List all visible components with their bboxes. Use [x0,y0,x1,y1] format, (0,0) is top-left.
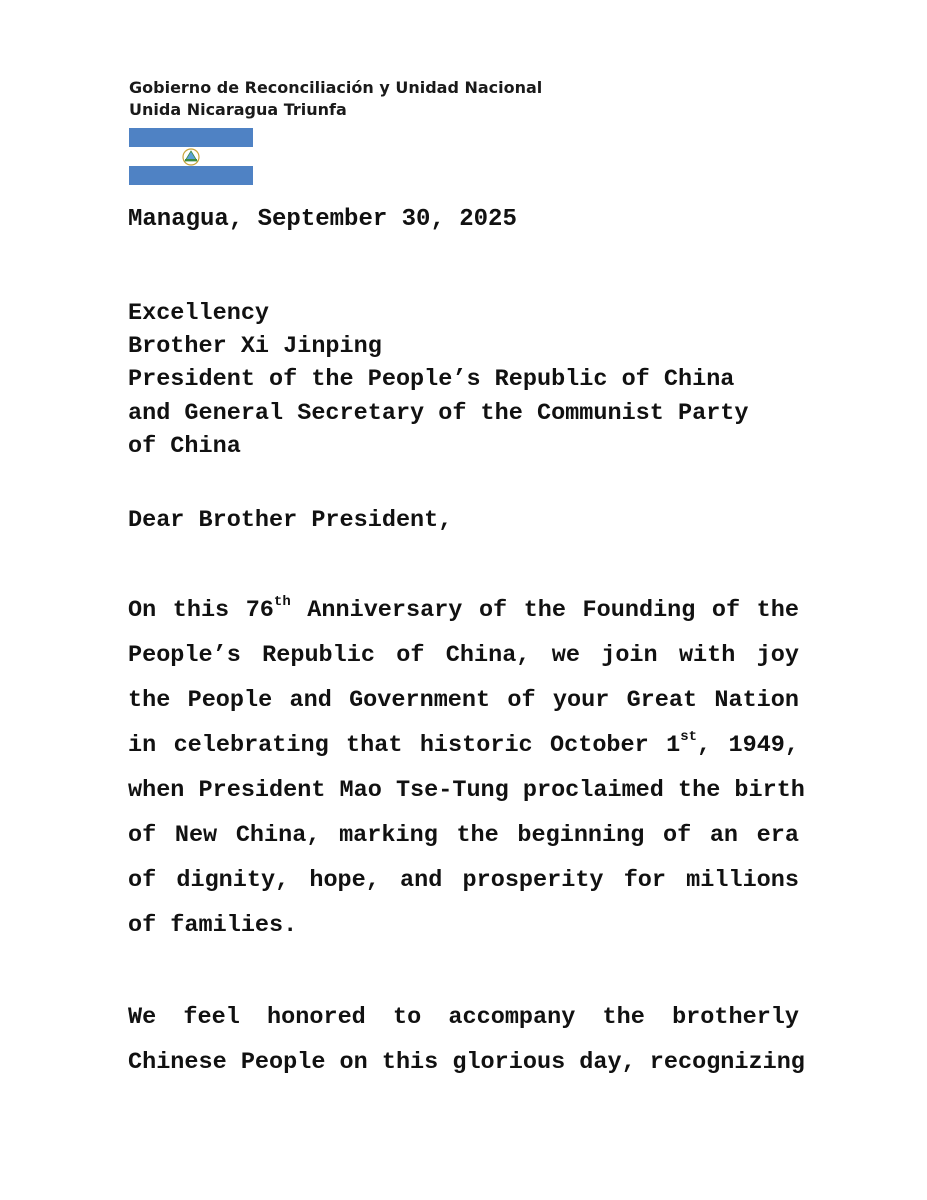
addressee-line: Brother Xi Jinping [128,333,382,361]
body-paragraph [128,995,805,1085]
paragraph-line: of dignity, hope, and prosperity for millions [128,867,799,894]
paragraph-line: of New China, marking the beginning of an era [128,822,799,849]
addressee-line: of China [128,432,241,460]
letterhead-slogan: Unida Nicaragua Triunfa [129,100,347,119]
addressee-line: and General Secretary of the Communist Party [128,399,749,427]
paragraph-line: the People and Government of your Great Nation [128,687,799,714]
addressee-line: Excellency [128,300,270,327]
nicaragua-coat-of-arms-icon [180,148,202,166]
addressee-block [128,297,749,463]
paragraph-line: in celebrating that historic October 1st, 1949, [128,729,799,759]
body-paragraph [128,588,805,948]
paragraph-line: On this 76th Anniversary of the Founding of the [128,594,799,624]
paragraph-line: We feel honored to accompany the brotherly [128,1004,799,1031]
flag-stripe-bottom [129,166,253,185]
flag-stripe-top [129,128,253,147]
nicaragua-flag [129,128,253,185]
letterhead-government-name: Gobierno de Reconciliación y Unidad Nacional [129,78,543,97]
paragraph-line: People’s Republic of China, we join with joy [128,642,799,669]
letterhead [129,77,542,121]
salutation: Dear Brother President, [128,507,453,534]
addressee-line: President of the People’s Republic of China [128,366,735,394]
letter-date: Managua, September 30, 2025 [128,206,517,233]
paragraph-line: Chinese People on this glorious day, recognizing [128,1049,805,1076]
paragraph-line: when President Mao Tse-Tung proclaimed the birth [128,777,805,804]
paragraph-line: of families. [128,912,298,939]
